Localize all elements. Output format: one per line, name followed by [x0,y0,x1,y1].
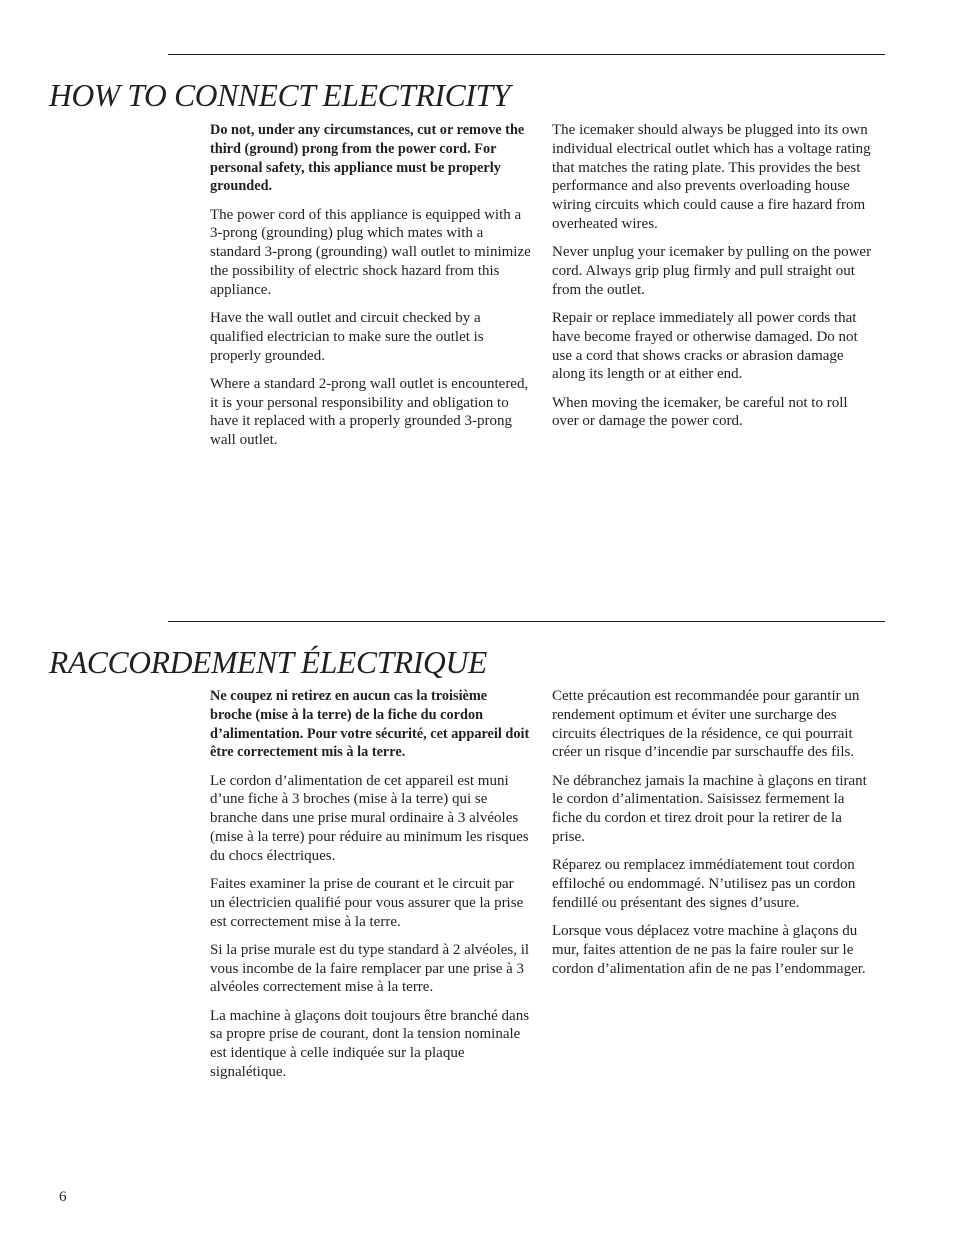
section-divider-french [168,621,885,622]
heading-raccordement-electrique: RACCORDEMENT ÉLECTRIQUE [49,645,487,680]
section-divider-english [168,54,885,55]
paragraphe-reparez-cordons: Réparez ou remplacez immédiatement tout cordon effiloché ou endommagé. N’utilisez pas un cordon fendillé ou présentant des signes d’usure. [552,857,856,911]
paragraphe-prise-deux-alveoles: Si la prise murale est du type standard à 2 alvéoles, il vous incombe de la faire remplacer par une prise à 3 alvéoles correctement mise à la terre. [210,941,530,996]
paragraphe-examen-prise: Faites examiner la prise de courant et le circuit par un électricien qualifié pour vous assurer que la prise est correctement mise à la terre. [210,875,524,930]
paragraphe-deplacement: Lorsque vous déplacez votre machine à glaçons du mur, faites attention de ne pas la faire rouler sur le cordon d’alimentation afin de ne pas l’endommager. [552,922,866,977]
grounding-warning: Do not, under any circumstances, cut or remove the third (ground) prong from the power cord. For personal safety, this appliance must be properly grounded. [210,122,525,195]
paragraphe-precaution: Cette précaution est recommandée pour garantir un rendement optimum et éviter une surcharge des circuits électriques de la résidence, ce qui pourrait créer un risque d’incendie par surschauffe des fils. [552,688,860,761]
page-number: 6 [59,1189,67,1205]
paragraph-repair-cords: Repair or replace immediately all power cords that have become frayed or otherwise damaged. Do not use a cord that shows cracks or abrasion damage along its length or at either end. [552,309,858,383]
paragraph-power-cord-plug: The power cord of this appliance is equipped with a 3-prong (grounding) plug which mates with a standard 3-prong (grounding) wall outlet to minimize the possibility of electric shock hazard from this appliance. [210,206,531,298]
paragraph-outlet-check: Have the wall outlet and circuit checked by a qualified electrician to make sure the outlet is properly grounded. [210,309,484,364]
paragraph-moving-icemaker: When moving the icemaker, be careful not to roll over or damage the power cord. [552,394,848,430]
paragraph-never-unplug: Never unplug your icemaker by pulling on the power cord. Always grip plug firmly and pull straight out from the outlet. [552,244,872,298]
paragraph-individual-outlet: The icemaker should always be plugged into its own individual electrical outlet which has a voltage rating that matches the rating plate. This provides the best performance and also prevents overloading house wiring circuits which could cause a fire hazard from overheated wires. [552,122,871,232]
french-left-column [210,687,532,1091]
french-right-column [552,687,876,988]
paragraph-two-prong-outlet: Where a standard 2-prong wall outlet is encountered, it is your personal responsibility and obligation to have it replaced with a properly grounded 3-prong wall outlet. [210,375,529,449]
paragraphe-cordon-fiche: Le cordon d’alimentation de cet appareil est muni d’une fiche à 3 broches (mise à la terre) qui se branche dans une prise mural ordinaire à 3 alvéoles (mise à la terre) pour réduire au minimum les risques du chocs électriques. [210,772,529,864]
paragraphe-ne-debranchez: Ne débranchez jamais la machine à glaçons en tirant le cordon d’alimentation. Saisissez fermement la fiche du cordon et tirez droit pour la retirer de la prise. [552,772,867,845]
avertissement-mise-a-la-terre: Ne coupez ni retirez en aucun cas la troisième broche (mise à la terre) de la fiche du cordon d’alimentation. Pour votre sécurité, cet appareil doit être correctement mis à la terre. [210,688,530,761]
heading-how-to-connect-electricity: HOW TO CONNECT ELECTRICITY [49,78,511,113]
english-left-column [210,121,532,459]
english-right-column [552,121,876,441]
paragraphe-propre-prise: La machine à glaçons doit toujours être branché dans sa propre prise de courant, dont la tension nominale est identique à celle indiquée sur la plaque signalétique. [210,1007,530,1080]
